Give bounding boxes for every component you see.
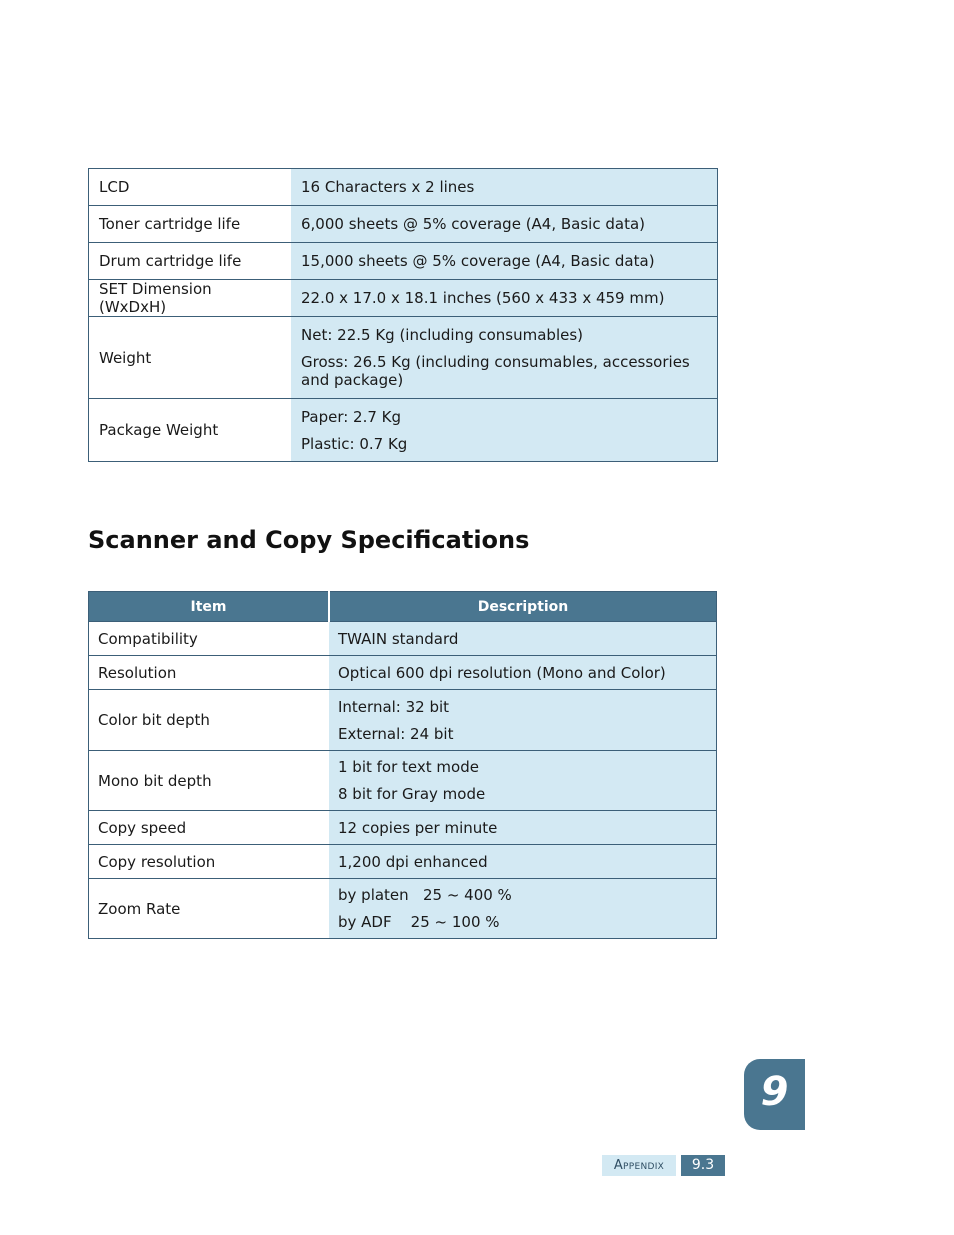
spec-label: Toner cartridge life [89, 206, 292, 243]
spec-label: Zoom Rate [89, 879, 330, 939]
spec-label: SET Dimension (WxDxH) [89, 280, 292, 317]
column-header-item: Item [89, 592, 330, 622]
table-row [89, 811, 717, 845]
spec-value-line: 1 bit for text mode [338, 758, 479, 776]
spec-value-line: by platen 25 ~ 400 % [338, 886, 512, 904]
spec-value-line: TWAIN standard [338, 629, 459, 648]
table-row [89, 690, 717, 751]
spec-label: LCD [89, 169, 292, 206]
scanner-specs-table [88, 591, 717, 939]
spec-value-line: External: 24 bit [338, 724, 454, 743]
spec-value [291, 399, 718, 462]
chapter-number-tab: 9 [744, 1059, 805, 1130]
table-row [89, 751, 717, 811]
spec-value [291, 169, 718, 206]
table-row [89, 243, 718, 280]
spec-value-line: Plastic: 0.7 Kg [301, 434, 408, 453]
spec-value-line: Optical 600 dpi resolution (Mono and Color) [338, 663, 666, 682]
spec-value [329, 690, 717, 751]
spec-value [329, 656, 717, 690]
spec-value-line: by ADF 25 ~ 100 % [338, 913, 500, 931]
footer-section-label: Appendix [602, 1155, 676, 1176]
table-row [89, 169, 718, 206]
table-row [89, 622, 717, 656]
general-specs-table [88, 168, 718, 462]
spec-value-line: 22.0 x 17.0 x 18.1 inches (560 x 433 x 459 mm) [301, 289, 665, 307]
spec-value [291, 317, 718, 399]
spec-label: Copy resolution [89, 845, 330, 879]
spec-label: Compatibility [89, 622, 330, 656]
table-row [89, 879, 717, 939]
table-row [89, 206, 718, 243]
table-row [89, 656, 717, 690]
spec-value [291, 206, 718, 243]
table-row [89, 280, 718, 317]
page-number: 9.3 [681, 1155, 725, 1176]
spec-label: Copy speed [89, 811, 330, 845]
spec-label: Drum cartridge life [89, 243, 292, 280]
spec-value [329, 751, 717, 811]
spec-value [329, 845, 717, 879]
table-row [89, 317, 718, 399]
table-row [89, 845, 717, 879]
spec-value-line: Paper: 2.7 Kg [301, 407, 402, 426]
column-header-description: Description [329, 592, 717, 622]
spec-value-line: Internal: 32 bit [338, 697, 450, 716]
spec-value-line: 1,200 dpi enhanced [338, 852, 488, 871]
spec-label: Mono bit depth [89, 751, 330, 811]
spec-label: Package Weight [89, 399, 292, 462]
spec-label: Weight [89, 317, 292, 399]
spec-value [329, 811, 717, 845]
spec-value-line: 16 Characters x 2 lines [301, 178, 475, 196]
spec-value-line: 8 bit for Gray mode [338, 785, 486, 803]
spec-label: Resolution [89, 656, 330, 690]
spec-label: Color bit depth [89, 690, 330, 751]
section-title: Scanner and Copy Specifications [88, 526, 530, 554]
spec-value-line: 15,000 sheets @ 5% coverage (A4, Basic data) [301, 252, 655, 270]
spec-value-line: 12 copies per minute [338, 818, 498, 837]
spec-value-line: Gross: 26.5 Kg (including consumables, accessories and package) [301, 353, 690, 389]
spec-value [329, 622, 717, 656]
table-row [89, 399, 718, 462]
spec-value [291, 243, 718, 280]
table-header-row [89, 592, 717, 622]
spec-value [291, 280, 718, 317]
spec-value [329, 879, 717, 939]
spec-value-line: Net: 22.5 Kg (including consumables) [301, 326, 584, 344]
spec-value-line: 6,000 sheets @ 5% coverage (A4, Basic data) [301, 215, 646, 233]
